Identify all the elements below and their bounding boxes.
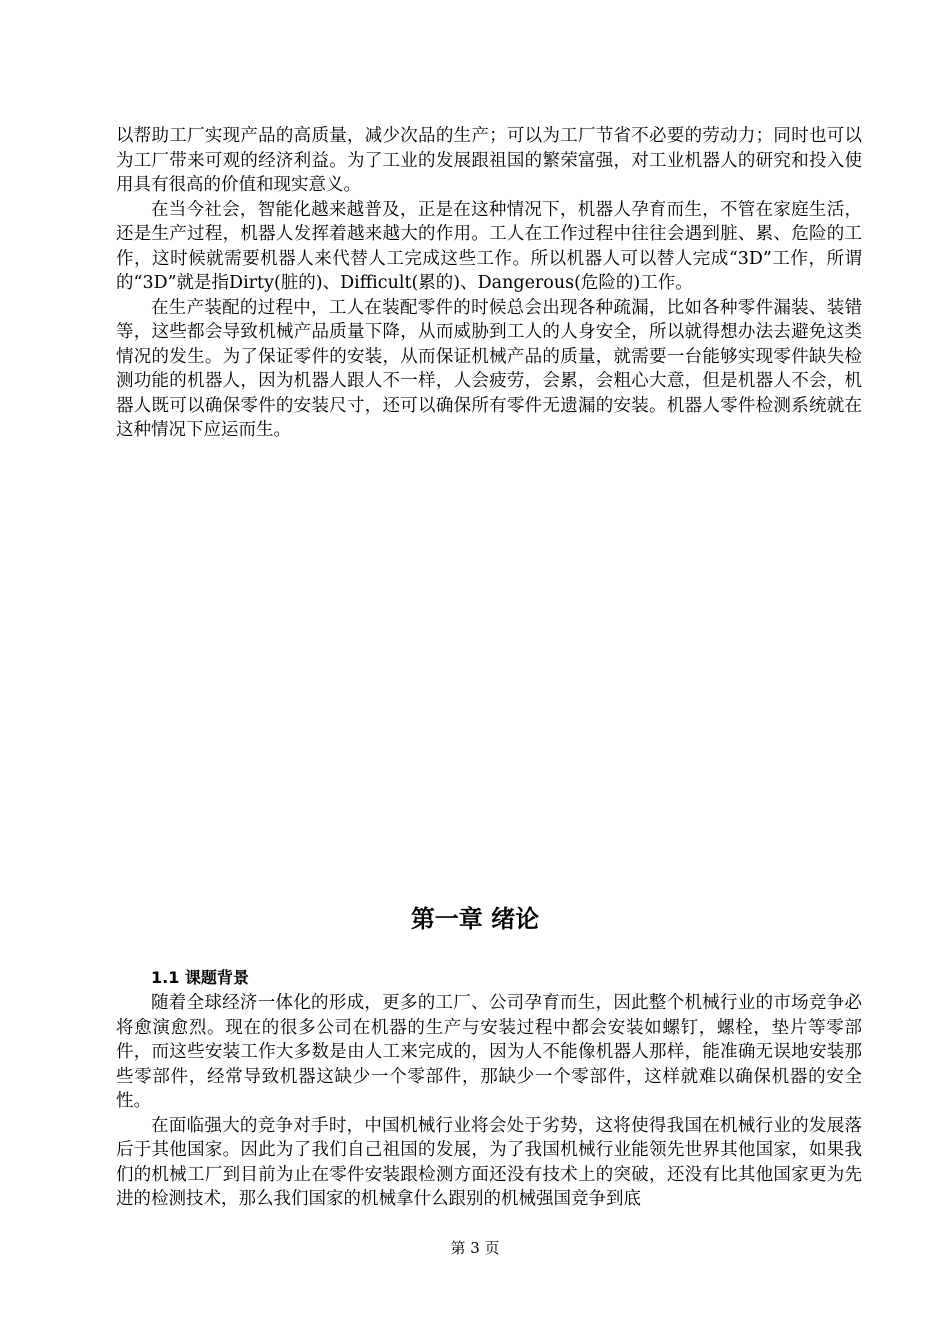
section-title: 1.1 课题背景 xyxy=(151,968,249,987)
chapter-title: 第一章 绪论 xyxy=(410,905,540,933)
page-number: 第 3 页 xyxy=(450,1239,500,1257)
intro-text-block xyxy=(116,124,862,443)
paragraph-continuation: 以帮助工厂实现产品的高质量，减少次品的生产；可以为工厂节省不必要的劳动力；同时也可以为工厂带来可观的经济利益。为了工业的发展跟祖国的繁荣富强，对工业机器人的研究和投入使用具有很高的价值和现实意义。 xyxy=(116,126,862,195)
paragraph-national-development: 在面临强大的竞争对手时，中国机械行业将会处于劣势，这将使得我国在机械行业的发展落后于其他国家。因此为了我们自己祖国的发展，为了我国机械行业能领先世界其他国家，如果我们的机械工厂到目前为止在零件安装跟检测方面还没有技术上的突破，还没有比其他国家更为先进的检测技术，那么我们国家的机械拿什么跟别的机械强国竞争到底 xyxy=(116,1115,862,1209)
paragraph-economic-competition: 随着全球经济一体化的形成，更多的工厂、公司孕育而生，因此整个机械行业的市场竞争必将愈演愈烈。现在的很多公司在机器的生产与安装过程中都会安装如螺钉，螺栓，垫片等零部件，而这些安装工作大多数是由人工来完成的，因为人不能像机器人那样，能准确无误地安装那些零部件，经常导致机器这缺少一个零部件，那缺少一个零部件，这样就难以确保机器的安全性。 xyxy=(116,993,862,1111)
section-text-block xyxy=(116,991,862,1212)
paragraph-assembly-detection: 在生产装配的过程中，工人在装配零件的时候总会出现各种疏漏，比如各种零件漏装、装错等，这些都会导致机械产品质量下降，从而威胁到工人的人身安全，所以就得想办法去避免这类情况的发生。为了保证零件的安装，从而保证机械产品的质量，就需要一台能够实现零件缺失检测功能的机器人，因为机器人跟人不一样，人会疲劳，会累，会粗心大意，但是机器人不会，机器人既可以确保零件的安装尺寸，还可以确保所有零件无遗漏的安装。机器人零件检测系统就在这种情况下应运而生。 xyxy=(116,297,862,440)
paragraph-3d-work: 在当今社会，智能化越来越普及，正是在这种情况下，机器人孕育而生，不管在家庭生活，还是生产过程，机器人发挥着越来越大的作用。工人在工作过程中往往会遇到脏、累、危险的工作，这时候就需要机器人来代替人工完成这些工作。所以机器人可以替人完成“3D”工作，所谓的“3D”就是指Dirty(脏的)、Difficult(累的)、Dangerous(危险的)工作。 xyxy=(116,199,862,293)
